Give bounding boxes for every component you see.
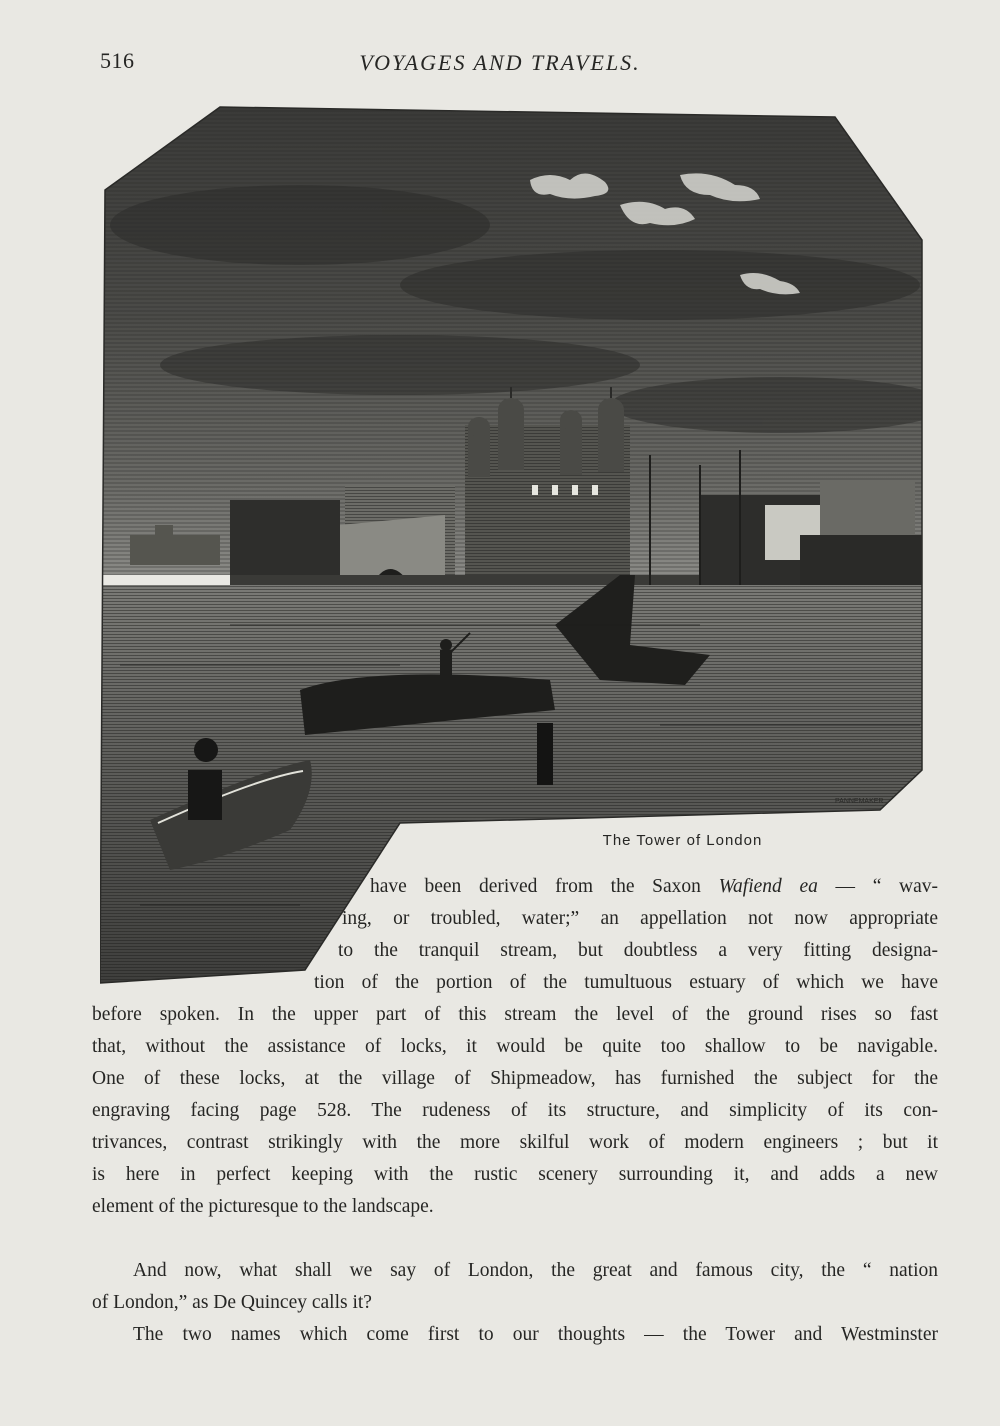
- text-line: element of the picturesque to the landscape.: [92, 1196, 434, 1217]
- engraver-signature: PANNEMAKER: [835, 798, 884, 805]
- text-line: And now, what shall we say of London, the great and famous city, the “ nation: [133, 1260, 938, 1281]
- text-line: One of these locks, at the village of Shipmeadow, has furnished the subject for the: [92, 1068, 938, 1089]
- text-line: tion of the portion of the tumultuous estuary of which we have: [314, 972, 938, 993]
- tower-of-london-engraving: [100, 105, 930, 985]
- mooring-post: [537, 723, 553, 785]
- text-line: engraving facing page 528. The rudeness of its structure, and simplicity of its con-: [92, 1100, 938, 1121]
- running-head: VOYAGES AND TRAVELS.: [359, 50, 641, 75]
- engraving-scene: [100, 105, 930, 985]
- text-line: before spoken. In the upper part of this stream the level of the ground rises so fast: [92, 1004, 938, 1025]
- text-line: of London,” as De Quincey calls it?: [92, 1292, 372, 1313]
- text-line: The two names which come first to our thoughts — the Tower and Westminster: [133, 1324, 938, 1345]
- text-line: that, without the assistance of locks, it would be quite too shallow to be navigable.: [92, 1036, 938, 1057]
- page-number: 516: [100, 48, 135, 73]
- text-line: have been derived from the Saxon Wafiend ea — “ wav-: [370, 876, 938, 897]
- text-line: ing, or troubled, water;” an appellation not now appropriate: [342, 908, 938, 929]
- text-line: trivances, contrast strikingly with the more skilful work of modern engineers ; but it: [92, 1132, 938, 1153]
- text-line: to the tranquil stream, but doubtless a very fitting designa-: [338, 940, 938, 961]
- figure-caption: The Tower of London: [602, 832, 763, 849]
- saxon-term: Wafiend ea: [718, 876, 818, 897]
- text-line: is here in perfect keeping with the rustic scenery surrounding it, and adds a new: [92, 1164, 938, 1185]
